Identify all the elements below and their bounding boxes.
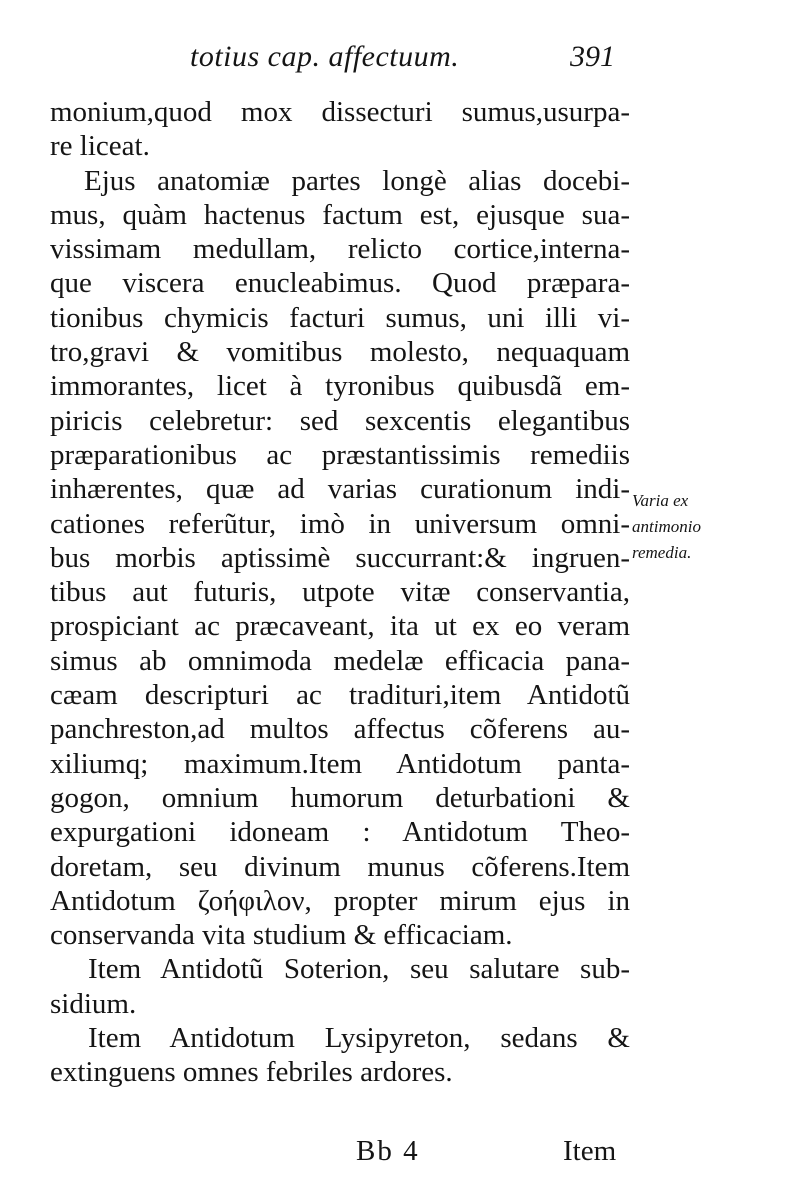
catchword: Item [563,1135,617,1167]
text-line: xiliumq; maximum.Item Antidotum panta- [50,747,630,780]
text-line: Item Antidotum Lysipyreton, sedans & [88,1022,630,1055]
text-line: bus morbis aptissimè succurrant:& ingruen- [50,541,630,574]
body-text [50,95,630,1090]
text-line: Ejus anatomiæ partes longè alias docebi- [84,164,630,197]
text-line: mus, quàm hactenus factum est, ejusque sua- [50,198,630,231]
text-line: tibus aut futuris, utpote vitæ conservantia, [50,576,630,609]
running-title: totius cap. affectuum. [190,40,460,73]
text-line: inhærentes, quæ ad varias curationum indi- [50,473,630,506]
text-line: simus ab omnimoda medelæ efficacia pana- [50,644,630,677]
signature-mark: Bb 4 [356,1135,420,1167]
margin-note-line: remedia. [632,543,692,562]
text-line: tro,gravi & vomitibus molesto, nequaquam [50,336,630,369]
text-line: doretam, seu divinum munus cõferens.Item [50,850,630,883]
text-line: piricis celebretur: sed sexcentis elegantibus [50,404,630,437]
text-line: Antidotum ζοήφιλον, propter mirum ejus in [50,884,630,917]
text-line: prospiciant ac præcaveant, ita ut ex eo veram [50,610,630,643]
text-line: que viscera enucleabimus. Quod præpara- [50,267,630,300]
text-line: gogon, omnium humorum deturbationi & [50,781,630,814]
text-line: extinguens omnes febriles ardores. [50,1056,453,1089]
text-line: conservanda vita studium & efficaciam. [50,919,513,952]
page-number: 391 [570,40,615,73]
text-line: immorantes, licet à tyronibus quibusdã em- [50,370,630,403]
text-line: monium,quod mox dissecturi sumus,usurpa- [50,96,630,128]
text-line: vissimam medullam, relicto cortice,interna- [50,233,630,266]
text-line: sidium. [50,987,137,1020]
text-line: tionibus chymicis facturi sumus, uni illi vi- [50,301,630,334]
margin-note-line: Varia ex [632,491,689,510]
text-line: cæam descripturi ac tradituri,item Antidotũ [50,679,630,712]
text-line: Item Antidotũ Soterion, seu salutare sub- [88,953,630,986]
text-line: cationes referũtur, imò in universum omni- [50,507,630,540]
margin-note [632,488,701,566]
text-line: præparationibus ac præstantissimis remediis [50,438,630,471]
text-line: re liceat. [50,130,150,163]
text-line: expurgationi idoneam : Antidotum Theo- [50,816,630,849]
text-line: panchreston,ad multos affectus cõferens au- [50,713,630,746]
margin-note-line: antimonio [632,517,701,536]
